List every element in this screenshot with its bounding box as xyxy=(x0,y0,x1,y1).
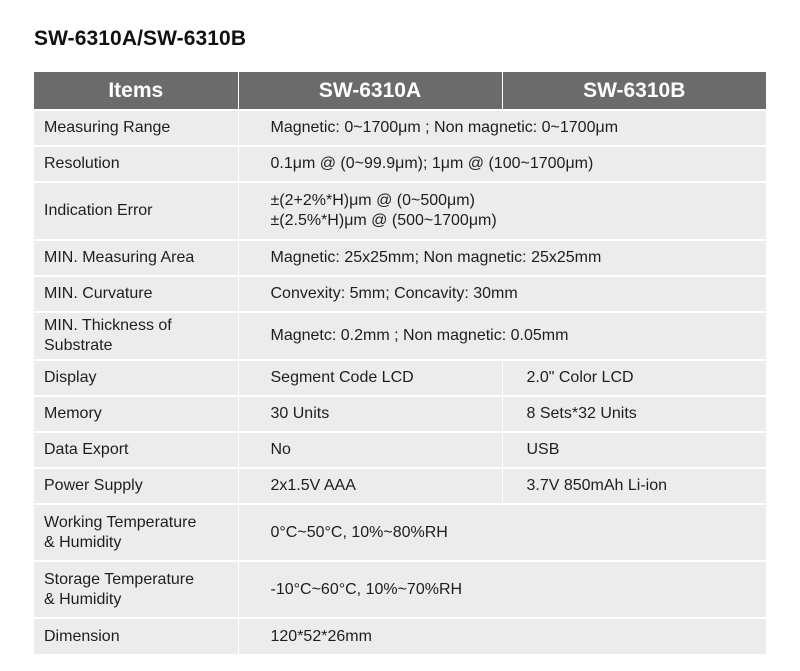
row-value-sw-6310b: USB xyxy=(502,432,766,468)
table-row xyxy=(34,396,766,432)
table-header-row xyxy=(34,72,766,110)
page-title: SW-6310A/SW-6310B xyxy=(34,27,247,50)
row-value-shared: Magnetic: 25x25mm; Non magnetic: 25x25mm xyxy=(238,240,766,276)
row-item-label: Measuring Range xyxy=(34,110,238,146)
table-row xyxy=(34,182,766,240)
row-value-sw-6310a: Segment Code LCD xyxy=(238,360,502,396)
row-item-label: Indication Error xyxy=(34,182,238,240)
row-item-label: Data Export xyxy=(34,432,238,468)
table-row xyxy=(34,276,766,312)
row-value-shared: Convexity: 5mm; Concavity: 30mm xyxy=(238,276,766,312)
row-item-label: Storage Temperature & Humidity xyxy=(34,561,238,618)
header-sw-6310b: SW-6310B xyxy=(502,72,766,110)
row-item-label: Memory xyxy=(34,396,238,432)
spec-table xyxy=(34,72,766,654)
table-row xyxy=(34,468,766,504)
row-item-label: MIN. Curvature xyxy=(34,276,238,312)
row-value-sw-6310a: 2x1.5V AAA xyxy=(238,468,502,504)
table-row xyxy=(34,240,766,276)
row-item-label: Dimension xyxy=(34,618,238,654)
row-value-shared: Magnetic: 0~1700μm ; Non magnetic: 0~1700μm xyxy=(238,110,766,146)
row-value-shared: Magnetc: 0.2mm ; Non magnetic: 0.05mm xyxy=(238,312,766,360)
row-value-sw-6310a: No xyxy=(238,432,502,468)
row-value-shared: 0.1μm @ (0~99.9μm); 1μm @ (100~1700μm) xyxy=(238,146,766,182)
row-item-label: Resolution xyxy=(34,146,238,182)
row-value-sw-6310a: 30 Units xyxy=(238,396,502,432)
row-item-label: MIN. Measuring Area xyxy=(34,240,238,276)
table-row xyxy=(34,504,766,561)
row-value-shared: -10°C~60°C, 10%~70%RH xyxy=(238,561,766,618)
table-body xyxy=(34,110,766,654)
header-sw-6310a: SW-6310A xyxy=(238,72,502,110)
row-item-label: Working Temperature & Humidity xyxy=(34,504,238,561)
row-value-shared: 120*52*26mm xyxy=(238,618,766,654)
row-value-shared: ±(2+2%*H)μm @ (0~500μm) ±(2.5%*H)μm @ (500~1700μm) xyxy=(238,182,766,240)
table-row xyxy=(34,312,766,360)
table-row xyxy=(34,561,766,618)
table-row xyxy=(34,360,766,396)
row-item-label: Display xyxy=(34,360,238,396)
row-item-label: Power Supply xyxy=(34,468,238,504)
table-row xyxy=(34,618,766,654)
header-items: Items xyxy=(34,72,238,110)
row-value-sw-6310b: 8 Sets*32 Units xyxy=(502,396,766,432)
table-row xyxy=(34,432,766,468)
table-row xyxy=(34,110,766,146)
row-value-shared: 0°C~50°C, 10%~80%RH xyxy=(238,504,766,561)
row-item-label: MIN. Thickness of Substrate xyxy=(34,312,238,360)
table-row xyxy=(34,146,766,182)
row-value-sw-6310b: 3.7V 850mAh Li-ion xyxy=(502,468,766,504)
row-value-sw-6310b: 2.0" Color LCD xyxy=(502,360,766,396)
